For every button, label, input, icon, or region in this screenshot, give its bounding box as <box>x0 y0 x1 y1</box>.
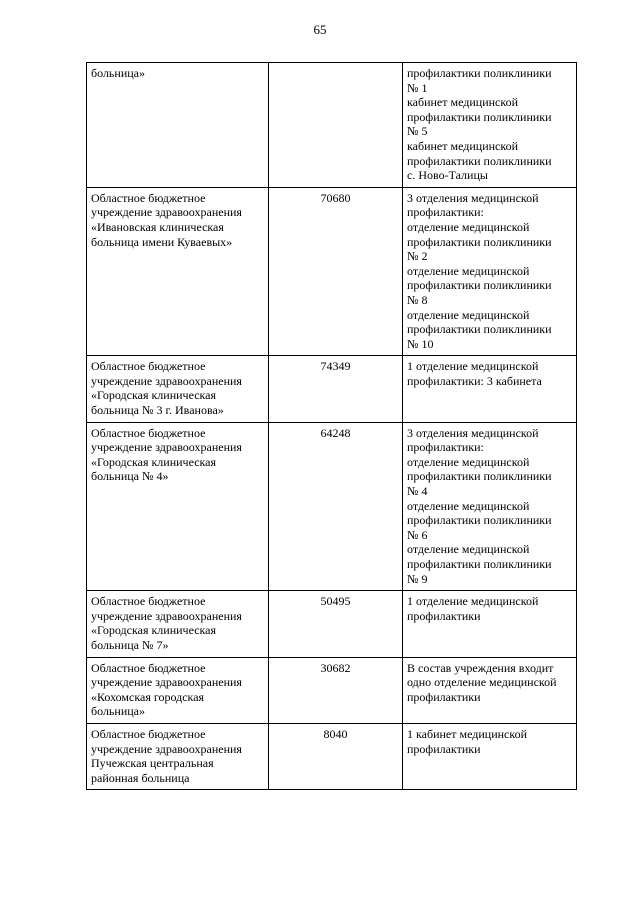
prevention-units-line: с. Ново-Талицы <box>407 168 488 183</box>
institution-name-line: Областное бюджетное <box>91 594 206 609</box>
prevention-units-line: профилактики поликлиники <box>407 109 552 124</box>
population-number: 70680 <box>320 190 351 205</box>
prevention-units-line: кабинет медицинской <box>407 95 519 110</box>
population-number-cell <box>269 657 403 723</box>
institution-name-cell <box>87 422 269 591</box>
institutions-table <box>86 62 577 790</box>
institution-name-line: Областное бюджетное <box>91 425 206 440</box>
prevention-units-line: № 1 <box>407 80 428 95</box>
prevention-units-line: профилактики поликлиники <box>407 513 552 528</box>
population-number: 74349 <box>320 359 351 374</box>
institution-name-line: Областное бюджетное <box>91 726 206 741</box>
prevention-units-line: отделение медицинской <box>407 542 530 557</box>
institution-name-line: «Городская клиническая <box>91 623 217 638</box>
prevention-units-line: профилактики <box>407 689 481 704</box>
institution-name-cell <box>87 63 269 188</box>
population-number-cell <box>269 356 403 422</box>
institution-name-line: учреждение здравоохранения <box>91 741 242 756</box>
table-row <box>87 63 577 188</box>
prevention-units-line: профилактики поликлиники <box>407 153 552 168</box>
prevention-units-line: № 5 <box>407 124 428 139</box>
table-row <box>87 422 577 591</box>
prevention-units-line: В состав учреждения входит <box>407 660 554 675</box>
prevention-units-line: профилактики: 3 кабинета <box>407 373 542 388</box>
institution-name-line: Областное бюджетное <box>91 660 206 675</box>
institution-name-line: больница № 7» <box>91 637 169 652</box>
population-number: 30682 <box>320 660 351 675</box>
prevention-units-cell <box>403 422 577 591</box>
prevention-units-line: 1 отделение медицинской <box>407 594 539 609</box>
institution-name-line: «Кохомская городская <box>91 689 205 704</box>
prevention-units-line: 3 отделения медицинской <box>407 190 539 205</box>
prevention-units-line: профилактики <box>407 741 481 756</box>
institution-name-line: больница» <box>91 704 145 719</box>
institution-name-line: учреждение здравоохранения <box>91 373 242 388</box>
institution-name-line: Пучежская центральная <box>91 756 214 771</box>
population-number: 64248 <box>320 425 351 440</box>
institution-name-line: больница» <box>91 66 145 80</box>
prevention-units-line: отделение медицинской <box>407 498 530 513</box>
page-number: 65 <box>313 22 327 37</box>
institution-name-line: больница № 3 г. Иванова» <box>91 403 224 418</box>
prevention-units-line: № 6 <box>407 527 428 542</box>
table-row <box>87 723 577 789</box>
prevention-units-line: профилактики поликлиники <box>407 322 552 337</box>
population-number-cell <box>269 187 403 356</box>
prevention-units-line: № 4 <box>407 484 428 499</box>
prevention-units-line: профилактики поликлиники <box>407 557 552 571</box>
prevention-units-line: профилактики поликлиники <box>407 234 552 249</box>
prevention-units-line: профилактики поликлиники <box>407 66 552 80</box>
table-row <box>87 187 577 356</box>
population-number-cell <box>269 63 403 188</box>
prevention-units-line: отделение медицинской <box>407 263 530 278</box>
population-number-cell <box>269 422 403 591</box>
table-row <box>87 356 577 422</box>
institution-name-line: учреждение здравоохранения <box>91 675 242 690</box>
prevention-units-cell <box>403 657 577 723</box>
prevention-units-line: 1 кабинет медицинской <box>407 726 528 741</box>
prevention-units-line: отделение медицинской <box>407 307 530 322</box>
prevention-units-cell <box>403 187 577 356</box>
prevention-units-line: № 9 <box>407 571 428 586</box>
table-row <box>87 591 577 657</box>
institution-name-line: больница имени Куваевых» <box>91 234 233 249</box>
prevention-units-line: № 8 <box>407 292 428 307</box>
institution-name-line: учреждение здравоохранения <box>91 205 242 220</box>
prevention-units-line: профилактики <box>407 608 481 623</box>
institution-name-cell <box>87 187 269 356</box>
institution-name-line: учреждение здравоохранения <box>91 608 242 623</box>
prevention-units-line: одно отделение медицинской <box>407 675 557 690</box>
population-number-cell <box>269 723 403 789</box>
prevention-units-line: профилактики: <box>407 205 484 220</box>
institution-name-line: «Городская клиническая <box>91 388 217 403</box>
prevention-units-cell <box>403 591 577 657</box>
institution-name-line: районная больница <box>91 770 190 785</box>
institution-name-cell <box>87 657 269 723</box>
population-number: 8040 <box>323 726 348 741</box>
prevention-units-line: профилактики поликлиники <box>407 278 552 293</box>
prevention-units-line: профилактики: <box>407 440 484 455</box>
prevention-units-line: № 2 <box>407 249 428 264</box>
institution-name-line: Областное бюджетное <box>91 359 206 374</box>
prevention-units-cell <box>403 63 577 188</box>
prevention-units-cell <box>403 356 577 422</box>
institution-name-line: Областное бюджетное <box>91 190 206 205</box>
population-number: 50495 <box>320 594 351 609</box>
prevention-units-line: 1 отделение медицинской <box>407 359 539 374</box>
prevention-units-cell <box>403 723 577 789</box>
institution-name-line: больница № 4» <box>91 469 169 484</box>
population-number-cell <box>269 591 403 657</box>
prevention-units-line: отделение медицинской <box>407 454 530 469</box>
institution-name-line: учреждение здравоохранения <box>91 440 242 455</box>
table-row <box>87 657 577 723</box>
institution-name-cell <box>87 591 269 657</box>
prevention-units-line: № 10 <box>407 336 434 351</box>
institution-name-cell <box>87 723 269 789</box>
table-body <box>87 63 577 790</box>
prevention-units-line: профилактики поликлиники <box>407 469 552 484</box>
institution-name-cell <box>87 356 269 422</box>
prevention-units-line: 3 отделения медицинской <box>407 425 539 440</box>
institution-name-line: «Городская клиническая <box>91 454 217 469</box>
prevention-units-line: кабинет медицинской <box>407 138 519 153</box>
prevention-units-line: отделение медицинской <box>407 219 530 234</box>
institution-name-line: «Ивановская клиническая <box>91 219 224 234</box>
